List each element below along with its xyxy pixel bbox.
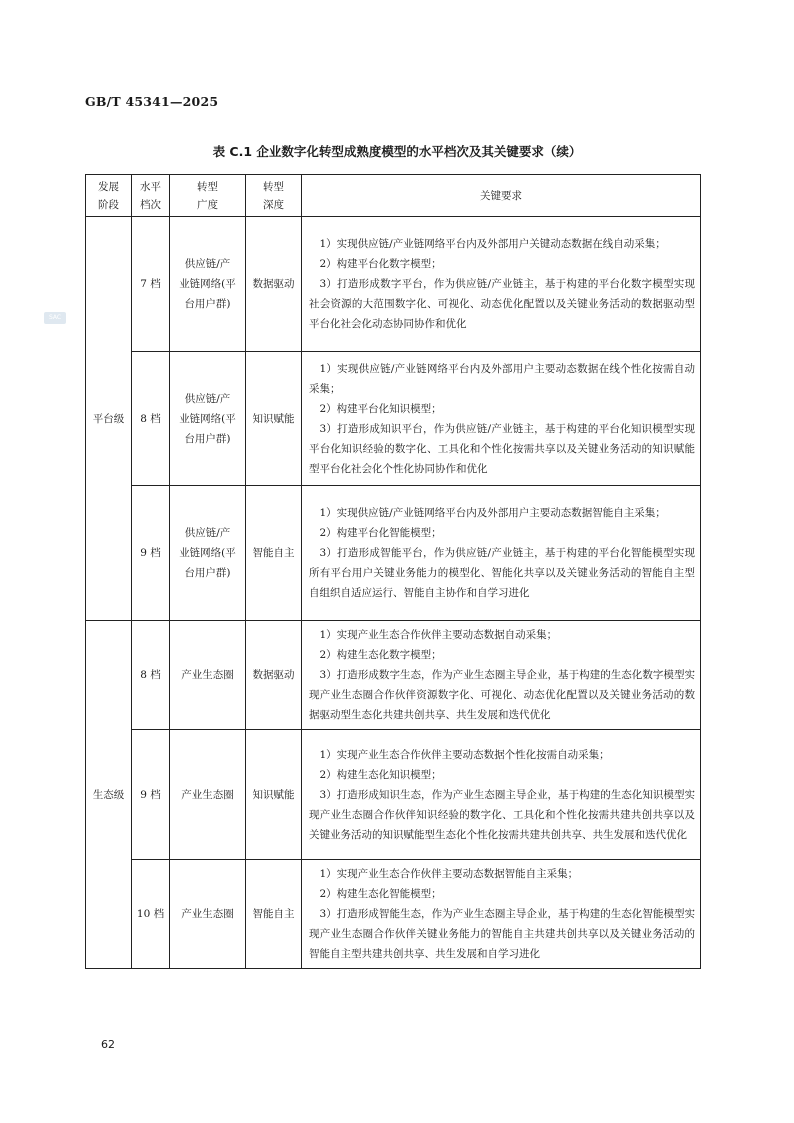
breadth-cell: 产业生态圈 <box>170 621 246 730</box>
depth-cell: 数据驱动 <box>246 621 302 730</box>
breadth-cell: 供应链/产 业链网络(平 台用户群) <box>170 486 246 621</box>
requirement-item: 3）打造形成智能生态，作为产业生态圈主导企业，基于构建的生态化智能模型实现产业生态圈合作伙伴关键业务能力的智能自主共建共创共享以及关键业务活动的智能自主型共建共创共享、共生发展和自学习进化 <box>309 908 695 960</box>
header-breadth-text: 转型 广度 <box>197 180 218 211</box>
stage-label: 平台级 <box>92 412 125 425</box>
level-cell: 9 档 <box>132 730 170 860</box>
header-requirements-text: 关键要求 <box>480 189 522 202</box>
maturity-table <box>85 174 701 969</box>
requirements-cell <box>302 217 701 352</box>
requirement-item: 2）构建平台化数字模型； <box>319 258 442 270</box>
header-stage <box>86 175 132 217</box>
depth-cell: 知识赋能 <box>246 730 302 860</box>
header-level <box>132 175 170 217</box>
requirements-cell <box>302 730 701 860</box>
stage-label: 生态级 <box>92 788 125 801</box>
requirements-cell <box>302 860 701 969</box>
breadth-cell: 产业生态圈 <box>170 860 246 969</box>
table-header-row <box>86 175 701 217</box>
requirement-item: 1）实现产业生态合作伙伴主要动态数据自动采集； <box>319 629 558 641</box>
sac-watermark-logo: SAC <box>44 312 66 324</box>
requirement-item: 3）打造形成知识生态，作为产业生态圈主导企业，基于构建的生态化知识模型实现产业生态圈合作伙伴知识经验的数字化、工具化和个性化按需共建共创共享以及关键业务活动的知识赋能型生态化个性化按需共建共创共享、共生发展和迭代优化 <box>309 788 695 841</box>
stage-cell <box>86 621 132 969</box>
header-breadth <box>170 175 246 217</box>
requirements-cell <box>302 352 701 486</box>
table-row <box>86 621 701 730</box>
standard-number: GB/T 45341—2025 <box>85 94 219 109</box>
stage-cell <box>86 217 132 621</box>
level-cell: 8 档 <box>132 621 170 730</box>
page-number: 62 <box>101 1038 115 1051</box>
header-requirements <box>302 175 701 217</box>
requirement-item: 1）实现供应链/产业链网络平台内及外部用户主要动态数据在线个性化按需自动采集； <box>309 362 695 395</box>
depth-cell: 知识赋能 <box>246 352 302 486</box>
level-cell: 9 档 <box>132 486 170 621</box>
breadth-cell: 产业生态圈 <box>170 730 246 860</box>
level-cell: 8 档 <box>132 352 170 486</box>
requirement-item: 1）实现供应链/产业链网络平台内及外部用户关键动态数据在线自动采集； <box>319 238 666 250</box>
requirement-item: 2）构建平台化智能模型； <box>319 527 442 539</box>
level-cell: 7 档 <box>132 217 170 352</box>
table-row <box>86 486 701 621</box>
requirement-item: 3）打造形成数字平台，作为供应链/产业链主，基于构建的平台化数字模型实现社会资源的大范围数字化、可视化、动态优化配置以及关键业务活动的数据驱动型平台化社会化动态协同协作和优化 <box>309 278 695 330</box>
requirement-item: 2）构建生态化数字模型； <box>319 649 442 661</box>
requirement-item: 1）实现产业生态合作伙伴主要动态数据智能自主采集； <box>319 868 579 880</box>
header-stage-text: 发展 阶段 <box>98 180 119 211</box>
breadth-cell: 供应链/产 业链网络(平 台用户群) <box>170 217 246 352</box>
requirement-item: 1）实现供应链/产业链网络平台内及外部用户主要动态数据智能自主采集； <box>319 507 666 519</box>
requirement-item: 3）打造形成智能平台，作为供应链/产业链主，基于构建的平台化智能模型实现所有平台用户关键业务能力的模型化、智能化共享以及关键业务活动的智能自主型自组织自适应运行、智能自主协作和自学习进化 <box>309 547 695 599</box>
requirements-cell <box>302 621 701 730</box>
requirement-item: 2）构建生态化智能模型； <box>319 888 442 900</box>
level-cell: 10 档 <box>132 860 170 969</box>
breadth-cell: 供应链/产 业链网络(平 台用户群) <box>170 352 246 486</box>
table-caption: 表 C.1 企业数字化转型成熟度模型的水平档次及其关键要求（续） <box>212 144 582 159</box>
requirement-item: 3）打造形成数字生态，作为产业生态圈主导企业，基于构建的生态化数字模型实现产业生态圈合作伙伴资源数字化、可视化、动态优化配置以及关键业务活动的数据驱动型生态化共建共创共享、共生发展和迭代优化 <box>309 669 695 721</box>
requirement-item: 1）实现产业生态合作伙伴主要动态数据个性化按需自动采集； <box>319 748 610 761</box>
table-row <box>86 730 701 860</box>
depth-cell: 智能自主 <box>246 860 302 969</box>
requirement-item: 2）构建平台化知识模型； <box>319 402 442 415</box>
depth-cell: 智能自主 <box>246 486 302 621</box>
requirement-item: 3）打造形成知识平台，作为供应链/产业链主，基于构建的平台化知识模型实现平台化知识经验的数字化、工具化和个性化按需共享以及关键业务活动的知识赋能型平台化社会化个性化协同协作和优化 <box>309 422 695 475</box>
requirements-cell <box>302 486 701 621</box>
header-depth-text: 转型 深度 <box>263 180 284 211</box>
requirement-item: 2）构建生态化知识模型； <box>319 768 442 781</box>
table-row <box>86 217 701 352</box>
header-level-text: 水平 档次 <box>140 180 161 211</box>
table-row <box>86 352 701 486</box>
table-row <box>86 860 701 969</box>
header-depth <box>246 175 302 217</box>
depth-cell: 数据驱动 <box>246 217 302 352</box>
